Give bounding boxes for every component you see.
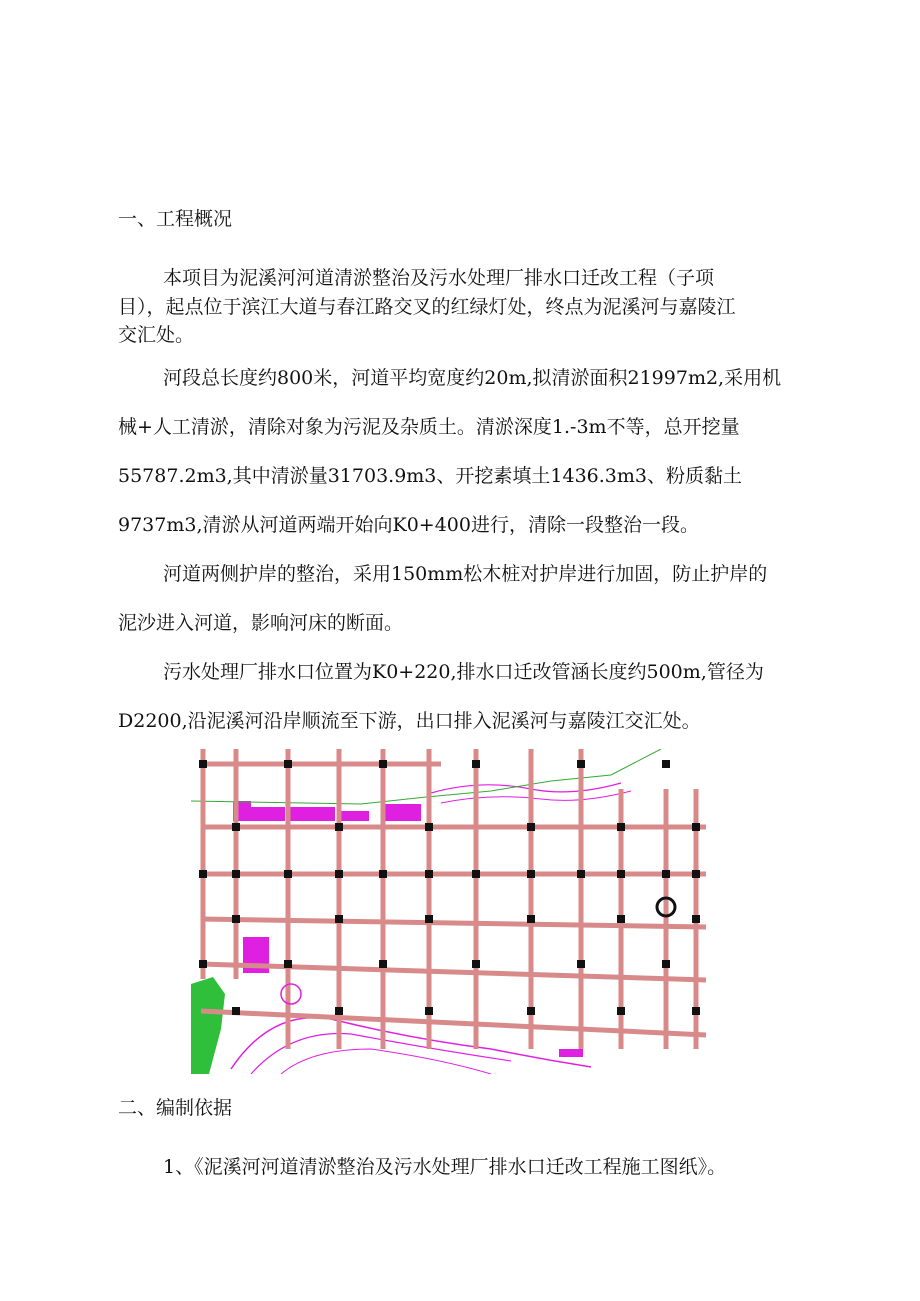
paragraph-line: 械+人工清淤，清除对象为污泥及杂质土。清淤深度1.-3m不等，总开挖量	[118, 416, 740, 438]
paragraph-line: 河道两侧护岸的整治，采用150mm松木桩对护岸进行加固，防止护岸的	[163, 563, 768, 585]
road-segment	[201, 964, 706, 980]
road-intersection	[472, 960, 480, 968]
road-intersection	[692, 915, 700, 923]
road-intersection	[379, 960, 387, 968]
road-intersection	[284, 760, 292, 768]
road-intersection	[284, 960, 292, 968]
road-intersection	[199, 870, 207, 878]
road-intersection	[617, 823, 625, 831]
magenta-block	[341, 811, 369, 821]
river-loop	[281, 984, 301, 1004]
paragraph-line: 本项目为泥溪河河道清淤整治及污水处理厂排水口迁改工程（子项	[163, 267, 715, 289]
road-intersection	[472, 870, 480, 878]
road-intersection	[199, 760, 207, 768]
road-intersection	[232, 1007, 240, 1015]
road-intersection	[577, 760, 585, 768]
road-intersection	[199, 960, 207, 968]
magenta-block	[381, 804, 421, 821]
road-intersection	[425, 870, 433, 878]
section-heading-overview: 一、工程概况	[118, 208, 233, 230]
road-intersection	[692, 823, 700, 831]
road-intersection	[335, 870, 343, 878]
magenta-block	[559, 1049, 583, 1057]
paragraph-line: D2200,沿泥溪河沿岸顺流至下游，出口排入泥溪河与嘉陵江交汇处。	[118, 710, 701, 732]
paragraph-line: 交汇处。	[118, 324, 195, 346]
road-intersection	[692, 870, 700, 878]
drain-pipe-line	[191, 749, 661, 804]
paragraph-line: 河段总长度约800米，河道平均宽度约20m,拟清淤面积21997m2,采用机	[163, 367, 782, 389]
road-intersection	[232, 915, 240, 923]
paragraph-line: 泥沙进入河道，影响河床的断面。	[118, 612, 404, 634]
road-intersection	[232, 870, 240, 878]
road-segment	[201, 1011, 706, 1035]
road-intersection	[335, 1007, 343, 1015]
magenta-block	[289, 807, 335, 821]
road-intersection	[232, 823, 240, 831]
road-intersection	[662, 760, 670, 768]
road-intersection	[617, 915, 625, 923]
road-intersection	[284, 870, 292, 878]
road-intersection	[527, 823, 535, 831]
road-intersection	[662, 870, 670, 878]
basis-item-1: 1、《泥溪河河道清淤整治及污水处理厂排水口迁改工程施工图纸》。	[163, 1156, 727, 1178]
road-intersection	[527, 1007, 535, 1015]
road-intersection	[577, 870, 585, 878]
road-intersection	[617, 1007, 625, 1015]
road-intersection	[425, 915, 433, 923]
road-intersection	[379, 870, 387, 878]
road-intersection	[335, 823, 343, 831]
road-intersection	[662, 960, 670, 968]
road-intersection	[692, 1007, 700, 1015]
road-intersection	[527, 915, 535, 923]
site-plan-map	[191, 749, 713, 1074]
road-intersection	[617, 870, 625, 878]
road-intersection	[425, 1007, 433, 1015]
paragraph-line: 55787.2m3,其中清淤量31703.9m3、开挖素填土1436.3m3、粉质黏土	[118, 465, 742, 487]
road-intersection	[425, 823, 433, 831]
green-bank-area	[191, 977, 225, 1074]
road-intersection	[335, 915, 343, 923]
road-segment	[201, 919, 706, 927]
road-intersection	[577, 960, 585, 968]
river-line	[431, 783, 621, 793]
section-heading-basis: 二、编制依据	[118, 1097, 233, 1119]
paragraph-line: 9737m3,清淤从河道两端开始向K0+400进行，清除一段整治一段。	[118, 514, 699, 536]
paragraph-line: 污水处理厂排水口位置为K0+220,排水口迁改管涵长度约500m,管径为	[163, 661, 764, 683]
magenta-block	[247, 807, 285, 821]
site-plan-drawing	[191, 749, 713, 1074]
road-intersection	[472, 760, 480, 768]
paragraph-line: 目），起点位于滨江大道与春江路交叉的红绿灯处，终点为泥溪河与嘉陵江	[118, 296, 736, 318]
road-intersection	[527, 870, 535, 878]
road-intersection	[379, 760, 387, 768]
